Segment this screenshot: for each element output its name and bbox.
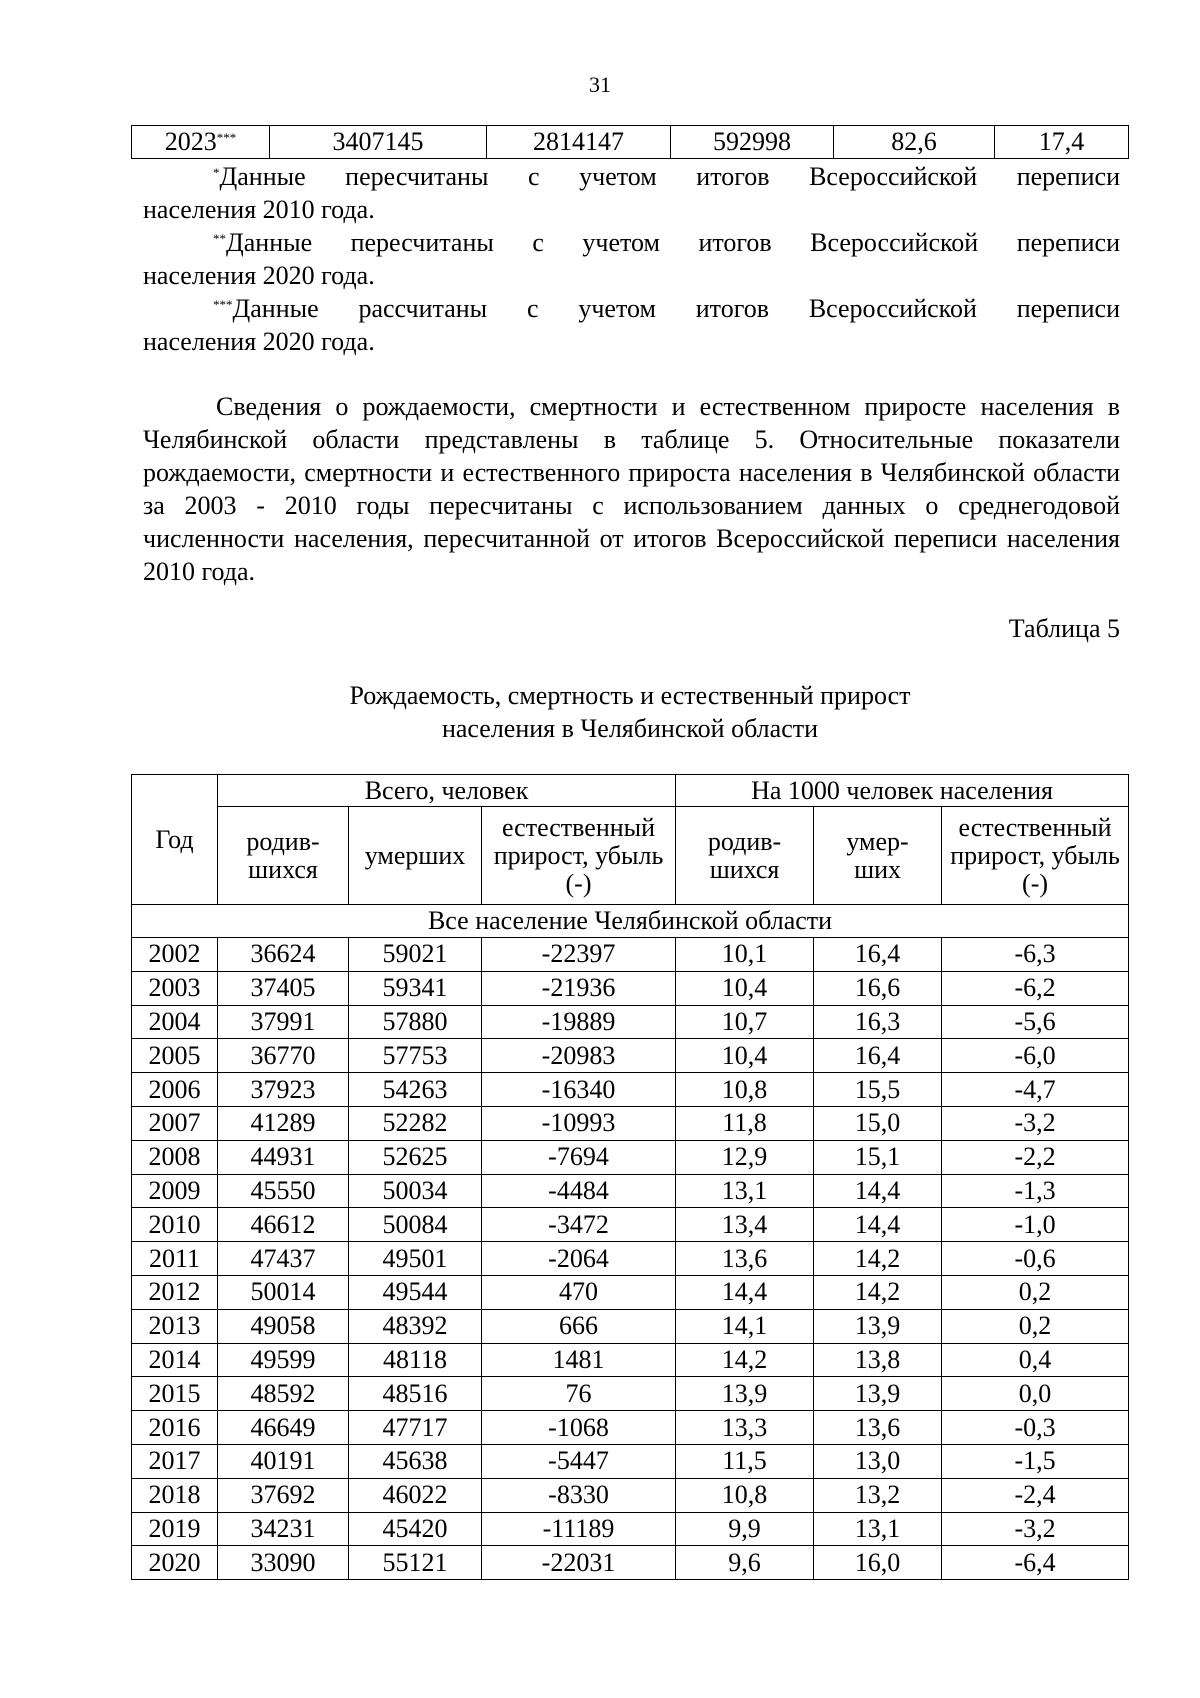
value-cell: -3,2 (942, 1106, 1129, 1140)
value-cell: 0,2 (942, 1309, 1129, 1343)
year-cell: 2008 (132, 1140, 218, 1174)
value-cell: 52625 (349, 1140, 482, 1174)
value-cell: -4484 (482, 1174, 676, 1208)
value-cell: -21936 (482, 971, 676, 1005)
value-cell: 14,2 (814, 1275, 942, 1309)
value-cell: 10,8 (676, 1073, 814, 1107)
value-cell: 49599 (218, 1343, 349, 1377)
column-header-born-total: родив- шихся (218, 807, 349, 905)
value-cell: 37923 (218, 1073, 349, 1107)
value-cell: 13,9 (814, 1309, 942, 1343)
table-row (132, 1073, 1129, 1107)
value-cell: -22031 (482, 1546, 676, 1580)
value-cell: 16,3 (814, 1005, 942, 1039)
value-cell: 47437 (218, 1242, 349, 1276)
table-row (132, 1106, 1129, 1140)
continued-table-row (131, 125, 1129, 159)
year-cell: 2013 (132, 1309, 218, 1343)
value-cell: 12,9 (676, 1140, 814, 1174)
table-row-2023 (132, 126, 1129, 159)
value-cell: -20983 (482, 1039, 676, 1073)
body-paragraph: Сведения о рождаемости, смертности и естественном приросте населения в Челябинской области представлены в таблице 5. Относительные показатели рождаемости, смертности и естественного прироста населения в Челябинской области за 2003 - 2010 годы пересчитаны с использованием данных о среднегодовой численности населения, пересчитанной от итогов Всероссийской переписи населения 2010 года. (143, 392, 1120, 586)
value-cell: 48118 (349, 1343, 482, 1377)
year-cell: 2023*** (132, 126, 270, 159)
table-row (132, 1411, 1129, 1445)
value-cell: 13,9 (676, 1377, 814, 1411)
value-cell: 14,2 (814, 1242, 942, 1276)
value-cell: 37991 (218, 1005, 349, 1039)
value-cell: 59341 (349, 971, 482, 1005)
value-cell: 37405 (218, 971, 349, 1005)
value-cell: 16,4 (814, 938, 942, 972)
value-cell: 49544 (349, 1275, 482, 1309)
value-cell: -2,2 (942, 1140, 1129, 1174)
value-cell: 45420 (349, 1512, 482, 1546)
value-cell: 9,9 (676, 1512, 814, 1546)
value-cell: -6,2 (942, 971, 1129, 1005)
value-cell: -1,0 (942, 1208, 1129, 1242)
year-cell: 2005 (132, 1039, 218, 1073)
value-cell: 16,0 (814, 1546, 942, 1580)
table-row (132, 1478, 1129, 1512)
value-cell: 14,4 (676, 1275, 814, 1309)
value-cell: 50014 (218, 1275, 349, 1309)
value-cell: 82,6 (834, 126, 995, 159)
year-cell: 2020 (132, 1546, 218, 1580)
value-cell: 48516 (349, 1377, 482, 1411)
value-cell: 54263 (349, 1073, 482, 1107)
value-cell: 49501 (349, 1242, 482, 1276)
value-cell: -11189 (482, 1512, 676, 1546)
year-cell: 2016 (132, 1411, 218, 1445)
year-cell: 2019 (132, 1512, 218, 1546)
footnote: ***Данные рассчитаны с учетом итогов Всероссийской переписи населения 2020 года. (143, 294, 1120, 356)
column-header-growth-rate: естественный прирост, убыль (-) (942, 807, 1129, 905)
value-cell: 52282 (349, 1106, 482, 1140)
value-cell: -1,5 (942, 1444, 1129, 1478)
value-cell: 50034 (349, 1174, 482, 1208)
column-header-growth-total: естественный прирост, убыль (-) (482, 807, 676, 905)
value-cell: 470 (482, 1275, 676, 1309)
value-cell: -7694 (482, 1140, 676, 1174)
value-cell: 666 (482, 1309, 676, 1343)
year-cell: 2014 (132, 1343, 218, 1377)
table-row (132, 1005, 1129, 1039)
year-cell: 2002 (132, 938, 218, 972)
table-label: Таблица 5 (1008, 614, 1120, 643)
value-cell: 44931 (218, 1140, 349, 1174)
value-cell: 14,4 (814, 1208, 942, 1242)
table-row (132, 1242, 1129, 1276)
value-cell: 11,5 (676, 1444, 814, 1478)
table-title: Рождаемость, смертность и естественный прирост населения в Челябинской области (349, 681, 911, 743)
group-header-per1000: На 1000 человек населения (676, 775, 1129, 807)
table-row (132, 971, 1129, 1005)
value-cell: 16,6 (814, 971, 942, 1005)
value-cell: 3407145 (270, 126, 487, 159)
value-cell: 40191 (218, 1444, 349, 1478)
table-row (132, 1174, 1129, 1208)
value-cell: -5447 (482, 1444, 676, 1478)
value-cell: 36624 (218, 938, 349, 972)
value-cell: 13,9 (814, 1377, 942, 1411)
value-cell: 50084 (349, 1208, 482, 1242)
value-cell: -6,4 (942, 1546, 1129, 1580)
value-cell: -0,6 (942, 1242, 1129, 1276)
value-cell: 57880 (349, 1005, 482, 1039)
value-cell: 13,8 (814, 1343, 942, 1377)
year-cell: 2018 (132, 1478, 218, 1512)
value-cell: 14,4 (814, 1174, 942, 1208)
value-cell: 37692 (218, 1478, 349, 1512)
value-cell: 46022 (349, 1478, 482, 1512)
value-cell: 55121 (349, 1546, 482, 1580)
value-cell: -3,2 (942, 1512, 1129, 1546)
value-cell: 13,2 (814, 1478, 942, 1512)
value-cell: 13,3 (676, 1411, 814, 1445)
year-cell: 2007 (132, 1106, 218, 1140)
value-cell: 11,8 (676, 1106, 814, 1140)
table-row (132, 1309, 1129, 1343)
value-cell: 592998 (671, 126, 834, 159)
column-header-born-rate: родив- шихся (676, 807, 814, 905)
value-cell: -2,4 (942, 1478, 1129, 1512)
value-cell: 13,1 (676, 1174, 814, 1208)
footnote: **Данные пересчитаны с учетом итогов Всероссийской переписи населения 2020 года. (143, 228, 1120, 290)
footnote: *Данные пересчитаны с учетом итогов Всероссийской переписи населения 2010 года. (143, 162, 1120, 224)
year-cell: 2012 (132, 1275, 218, 1309)
footnotes (143, 160, 1120, 358)
value-cell: 9,6 (676, 1546, 814, 1580)
year-cell: 2017 (132, 1444, 218, 1478)
value-cell: 15,1 (814, 1140, 942, 1174)
value-cell: 76 (482, 1377, 676, 1411)
value-cell: 13,0 (814, 1444, 942, 1478)
value-cell: 10,7 (676, 1005, 814, 1039)
value-cell: -16340 (482, 1073, 676, 1107)
value-cell: 33090 (218, 1546, 349, 1580)
value-cell: 2814147 (487, 126, 671, 159)
value-cell: 49058 (218, 1309, 349, 1343)
value-cell: 10,8 (676, 1478, 814, 1512)
value-cell: 0,4 (942, 1343, 1129, 1377)
table-row (132, 1377, 1129, 1411)
value-cell: 1481 (482, 1343, 676, 1377)
value-cell: 13,6 (814, 1411, 942, 1445)
value-cell: 10,4 (676, 971, 814, 1005)
footnote-mark: *** (216, 130, 237, 145)
value-cell: 10,1 (676, 938, 814, 972)
value-cell: 34231 (218, 1512, 349, 1546)
group-header-total: Всего, человек (218, 775, 676, 807)
year-cell: 2004 (132, 1005, 218, 1039)
value-cell: -5,6 (942, 1005, 1129, 1039)
value-cell: 10,4 (676, 1039, 814, 1073)
value-cell: -8330 (482, 1478, 676, 1512)
value-cell: 46649 (218, 1411, 349, 1445)
value-cell: 13,4 (676, 1208, 814, 1242)
value-cell: 57753 (349, 1039, 482, 1073)
value-cell: -6,0 (942, 1039, 1129, 1073)
value-cell: 16,4 (814, 1039, 942, 1073)
table-row (132, 1039, 1129, 1073)
year-cell: 2003 (132, 971, 218, 1005)
value-cell: 45550 (218, 1174, 349, 1208)
value-cell: 14,1 (676, 1309, 814, 1343)
value-cell: -10993 (482, 1106, 676, 1140)
column-header-died-total: умерших (349, 807, 482, 905)
value-cell: 48392 (349, 1309, 482, 1343)
value-cell: -22397 (482, 938, 676, 972)
year-cell: 2010 (132, 1208, 218, 1242)
value-cell: 59021 (349, 938, 482, 972)
table-body (132, 905, 1129, 1580)
section-row (132, 905, 1129, 938)
value-cell: -6,3 (942, 938, 1129, 972)
value-cell: 15,5 (814, 1073, 942, 1107)
page-number: 31 (589, 72, 611, 97)
value-cell: -2064 (482, 1242, 676, 1276)
table-row (132, 1512, 1129, 1546)
table-row (132, 1444, 1129, 1478)
table-row (132, 1275, 1129, 1309)
year-cell: 2015 (132, 1377, 218, 1411)
value-cell: 0,2 (942, 1275, 1129, 1309)
value-cell: -3472 (482, 1208, 676, 1242)
value-cell: 48592 (218, 1377, 349, 1411)
value-cell: 36770 (218, 1039, 349, 1073)
birth-death-table (131, 774, 1129, 1580)
value-cell: 47717 (349, 1411, 482, 1445)
year-cell: 2011 (132, 1242, 218, 1276)
value-cell: 13,1 (814, 1512, 942, 1546)
value-cell: 14,2 (676, 1343, 814, 1377)
value-cell: 13,6 (676, 1242, 814, 1276)
year-cell: 2009 (132, 1174, 218, 1208)
value-cell: 0,0 (942, 1377, 1129, 1411)
value-cell: 17,4 (995, 126, 1129, 159)
table-row (132, 938, 1129, 972)
value-cell: 46612 (218, 1208, 349, 1242)
value-cell: -1,3 (942, 1174, 1129, 1208)
subheader-row (132, 807, 1129, 905)
value-cell: -0,3 (942, 1411, 1129, 1445)
table-row (132, 1140, 1129, 1174)
header-row (132, 775, 1129, 807)
value-cell: 15,0 (814, 1106, 942, 1140)
table-row (132, 1343, 1129, 1377)
table-row (132, 1546, 1129, 1580)
value-cell: -1068 (482, 1411, 676, 1445)
value-cell: 41289 (218, 1106, 349, 1140)
column-header-year: Год (132, 775, 218, 905)
value-cell: 45638 (349, 1444, 482, 1478)
value-cell: -19889 (482, 1005, 676, 1039)
column-header-died-rate: умер- ших (814, 807, 942, 905)
section-label: Все население Челябинской области (132, 905, 1129, 938)
table-row (132, 1208, 1129, 1242)
year-cell: 2006 (132, 1073, 218, 1107)
value-cell: -4,7 (942, 1073, 1129, 1107)
